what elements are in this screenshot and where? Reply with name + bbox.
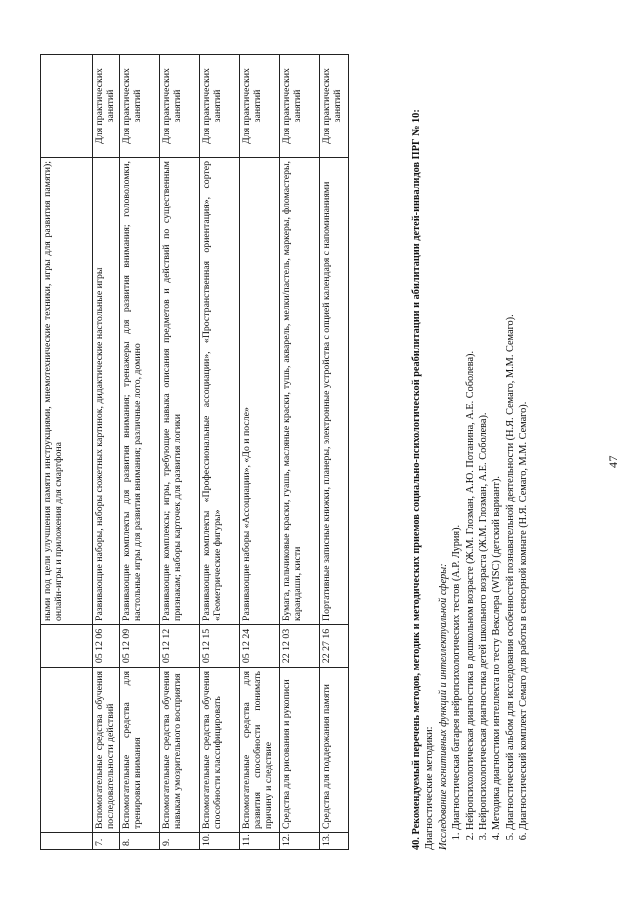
table-row xyxy=(280,55,320,850)
list-item: 5. Диагностический альбом для исследования особенностей познавательной деятельности (Н.Я. Семаго, М.М. Семаго). xyxy=(504,55,517,830)
means-purpose: Для практических занятий xyxy=(160,55,200,158)
means-purpose: Для практических занятий xyxy=(280,55,320,158)
means-code: 05 12 24 xyxy=(240,625,280,668)
means-code: 05 12 12 xyxy=(160,625,200,668)
section-italic-subheading: Исследование когнитивных функций и интеллектуальной сферы: xyxy=(437,563,449,850)
means-name: Вспомогательные средства обучения навыкам умозрительного восприятия xyxy=(160,668,200,833)
means-purpose: Для практических занятий xyxy=(320,55,349,158)
means-description: Бумага, пальчиковые краски, гуашь, масляные краски, тушь, акварель, мелки/пастель, маркеры, фломастеры, карандаши, кисти xyxy=(280,158,320,625)
means-name: Средства для поддержания памяти xyxy=(320,668,349,833)
page-number: 47 xyxy=(606,455,620,468)
table-cell xyxy=(41,833,93,850)
row-number: 11. xyxy=(240,833,280,850)
rehab-means-table xyxy=(40,54,349,850)
table-row xyxy=(200,55,240,850)
section-heading: 40. Рекомендуемый перечень методов, методик и методических приемов социально-психологической реабилитации и абилитации детей-инвалидов ПРГ № 10: xyxy=(411,109,422,850)
means-description: Развивающие наборы «Ассоциации», «До и после» xyxy=(240,158,280,625)
table-row xyxy=(160,55,200,850)
means-code: 22 12 03 xyxy=(280,625,320,668)
list-item: 6. Диагностический комплект Семаго для работы в сенсорной комнате (Н.Я. Семаго, М.М. Семаго). xyxy=(517,55,530,830)
means-description: Развивающие комплекты для развития внимания; тренажеры для развития внимания; головоломки, настольные игры для развития внимания; различные лото, домино xyxy=(120,158,160,625)
row-number: 13. xyxy=(320,833,349,850)
row-number: 10. xyxy=(200,833,240,850)
table-row xyxy=(41,55,93,850)
means-name: Вспомогательные средства обучения способности классифицировать xyxy=(200,668,240,833)
means-description: Развивающие наборы, наборы сюжетных картинок, дидактические настольные игры xyxy=(93,158,120,625)
means-code: 05 12 09 xyxy=(120,625,160,668)
table-cell xyxy=(41,668,93,833)
means-purpose: Для практических занятий xyxy=(200,55,240,158)
means-purpose: Для практических занятий xyxy=(93,55,120,158)
list-item: 3. Нейропсихологическая диагностика детей школьного возраста (Ж.М. Глозман, А.Е. Соболева). xyxy=(477,55,490,830)
means-description: Развивающие комплекты «Профессиональные ассоциации», «Пространственная ориентация», сортер «Геометрические фигуры» xyxy=(200,158,240,625)
methods-list xyxy=(450,55,530,850)
table-cell xyxy=(41,625,93,668)
means-code: 05 12 06 xyxy=(93,625,120,668)
methods-section xyxy=(410,55,530,850)
table-cell-continuation: ными под цели улучшения памяти инструкциями, мнемотехнические техники, игры для развития памяти); онлайн-игры и приложения для смартфона xyxy=(41,158,93,625)
means-purpose: Для практических занятий xyxy=(240,55,280,158)
table-row xyxy=(120,55,160,850)
row-number: 12. xyxy=(280,833,320,850)
means-description: Развивающие комплексы; игры, требующие навыка описания предметов и действий по существенным признакам; наборы карточек для развития логики xyxy=(160,158,200,625)
means-name: Вспомогательные средства обучения последовательности действий xyxy=(93,668,120,833)
means-code: 05 12 15 xyxy=(200,625,240,668)
table-row xyxy=(320,55,349,850)
row-number: 9. xyxy=(160,833,200,850)
list-item: 1. Диагностическая батарея нейропсихологических тестов (А.Р. Лурия). xyxy=(450,55,463,830)
row-number: 7. xyxy=(93,833,120,850)
list-item: 2. Нейропсихологическая диагностика в дошкольном возрасте (Ж.М. Глозман, А.Ю. Потанина, А.Е. Соболева). xyxy=(464,55,477,830)
section-subheading: Диагностические методики: xyxy=(424,726,436,850)
means-name: Средства для рисования и рукописи xyxy=(280,668,320,833)
row-number: 8. xyxy=(120,833,160,850)
means-purpose: Для практических занятий xyxy=(120,55,160,158)
table-row xyxy=(93,55,120,850)
means-name: Вспомогательные средства для тренировки внимания xyxy=(120,668,160,833)
means-description: Портативные записные книжки, планеры, электронные устройства с опцией календаря с напоминаниями xyxy=(320,158,349,625)
table-cell xyxy=(41,55,93,158)
means-code: 22 27 16 xyxy=(320,625,349,668)
means-name: Вспомогательные средства для развития способности понимать причину и следствие xyxy=(240,668,280,833)
list-item: 4. Методика диагностики интеллекта по тесту Векслера (WISC) (детский вариант). xyxy=(490,55,503,830)
table-row xyxy=(240,55,280,850)
